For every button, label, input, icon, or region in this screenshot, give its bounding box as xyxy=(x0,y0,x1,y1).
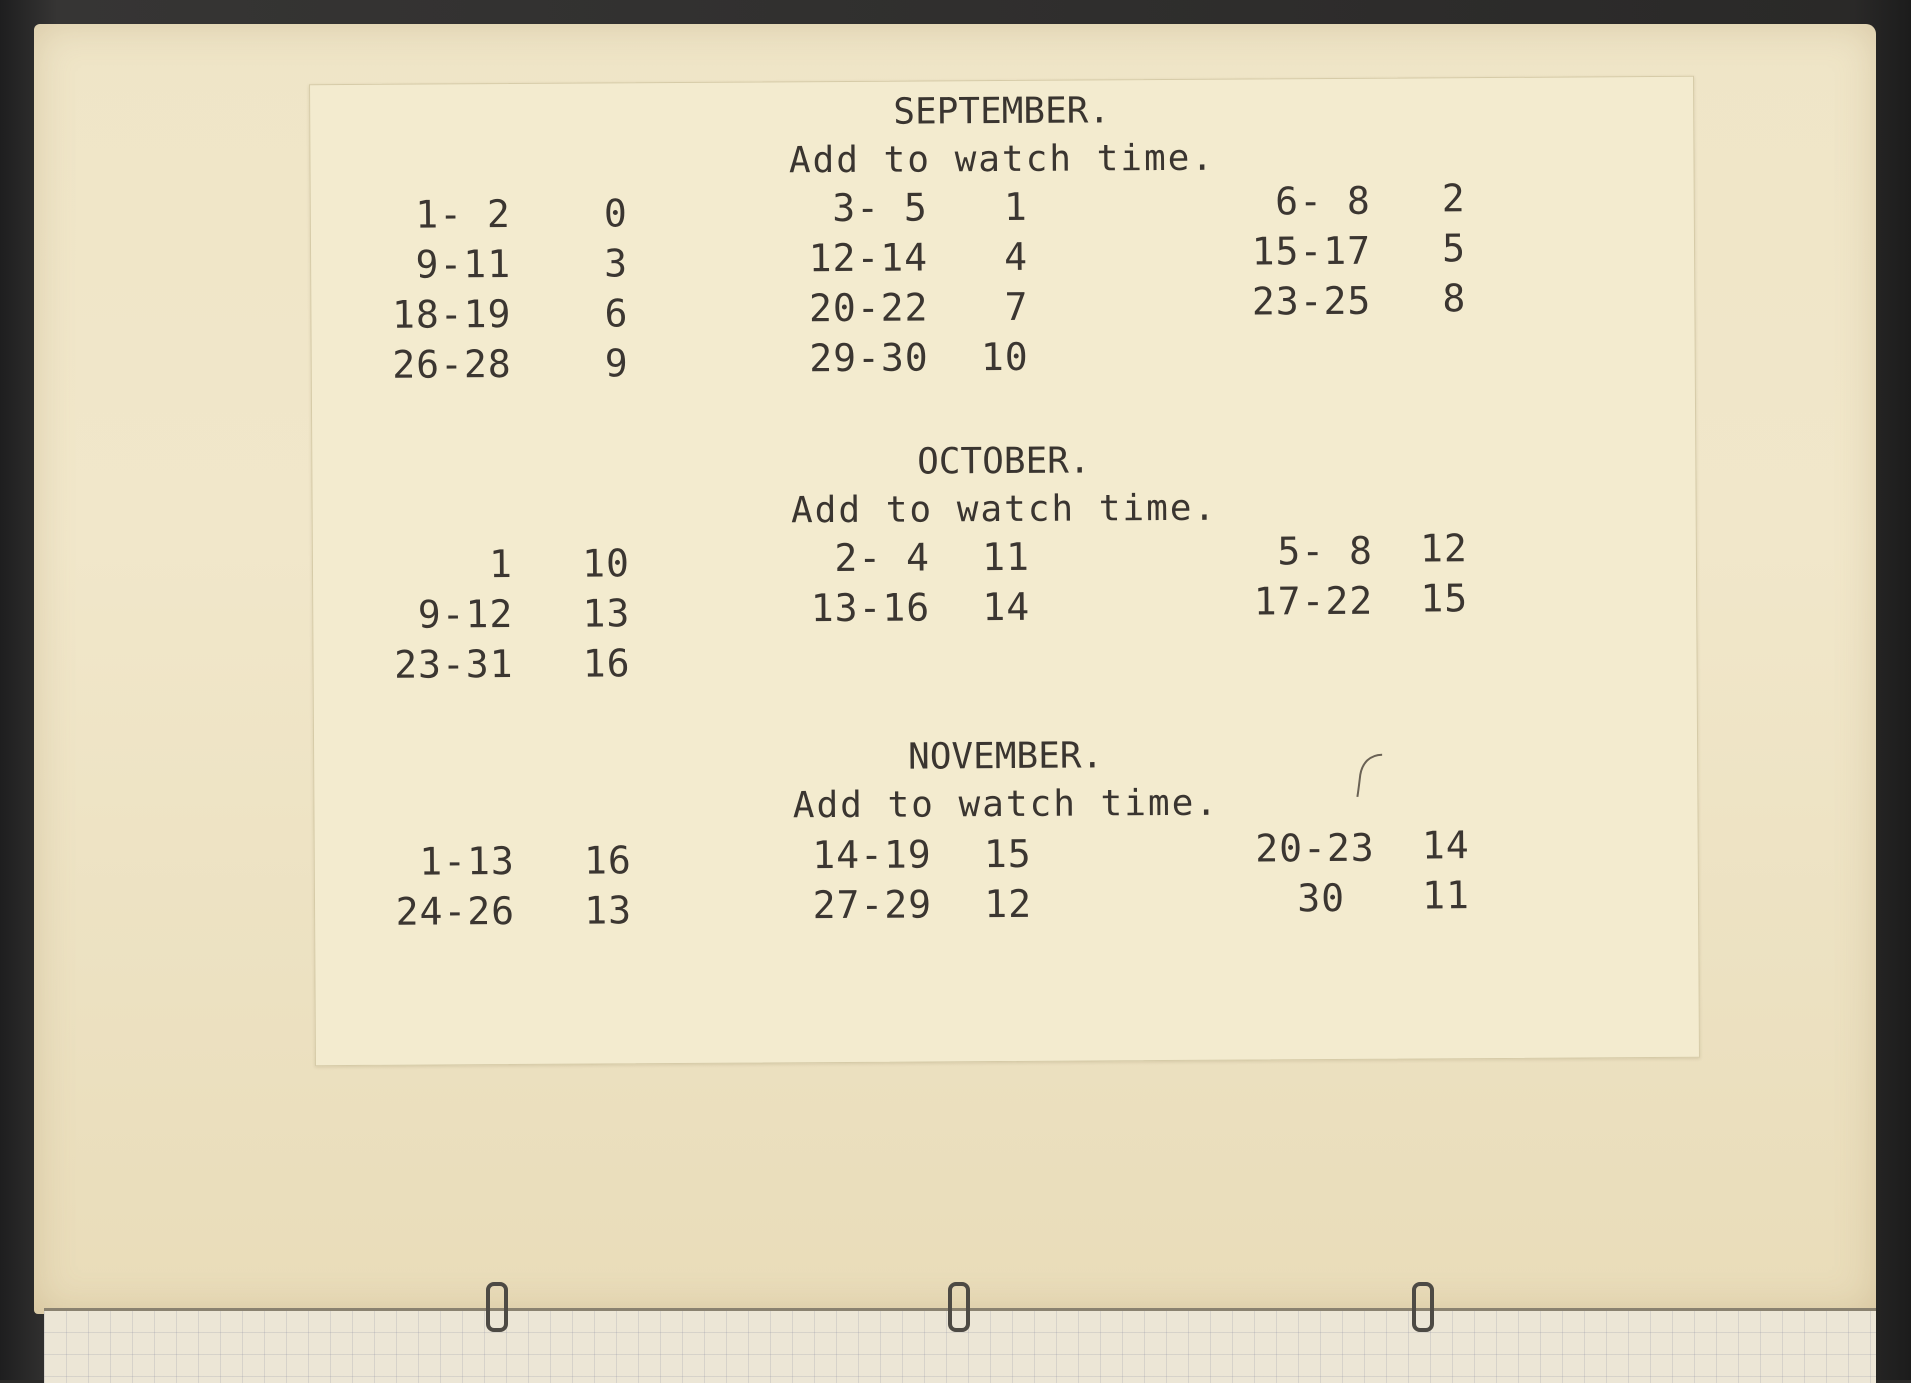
date-range: 27-29 xyxy=(812,882,933,928)
date-range: 5- 8 xyxy=(1277,528,1374,574)
date-range: 18-19 xyxy=(391,292,512,337)
minutes-value: 7 xyxy=(1004,284,1029,329)
date-range: 20-22 xyxy=(808,285,929,331)
minutes-value: 16 xyxy=(583,838,632,883)
minutes-value: 13 xyxy=(584,888,633,933)
minutes-value: 2 xyxy=(1441,176,1466,221)
minutes-value: 1 xyxy=(1003,184,1028,229)
minutes-value: 12 xyxy=(984,881,1033,927)
minutes-value: 11 xyxy=(1422,873,1471,918)
minutes-value: 5 xyxy=(1442,226,1467,271)
date-range: 1-13 xyxy=(419,838,515,884)
date-range: 17-22 xyxy=(1253,578,1374,624)
date-range: 15-17 xyxy=(1251,228,1372,274)
minutes-value: 0 xyxy=(603,191,628,236)
date-range: 23-31 xyxy=(394,642,514,687)
date-range: 30 xyxy=(1297,875,1346,921)
minutes-value: 11 xyxy=(982,534,1031,580)
date-range: 14-19 xyxy=(812,832,932,878)
minutes-value: 3 xyxy=(604,241,629,286)
minutes-value: 14 xyxy=(982,584,1031,630)
month-title-september: SEPTEMBER. xyxy=(893,90,1111,133)
date-range: 29-30 xyxy=(809,335,929,381)
date-range: 13-16 xyxy=(810,585,931,631)
minutes-value: 8 xyxy=(1442,276,1467,321)
date-range: 23-25 xyxy=(1251,278,1372,324)
minutes-value: 12 xyxy=(1419,526,1469,571)
date-range: 2- 4 xyxy=(834,535,931,581)
minutes-value: 15 xyxy=(1420,576,1469,621)
date-range: 20-23 xyxy=(1255,825,1375,871)
date-range: 1- 2 xyxy=(415,192,511,237)
binder-ring xyxy=(486,1282,508,1332)
minutes-value: 10 xyxy=(582,541,631,586)
typed-sheet xyxy=(309,76,1700,1066)
date-range: 26-28 xyxy=(392,342,512,387)
minutes-value: 15 xyxy=(983,831,1032,877)
minutes-value: 4 xyxy=(1004,234,1029,279)
date-range: 9-12 xyxy=(417,592,514,637)
date-range: 3- 5 xyxy=(832,185,928,231)
date-range: 12-14 xyxy=(808,235,929,281)
section-subtitle: Add to watch time. xyxy=(790,487,1218,532)
minutes-value: 16 xyxy=(582,641,631,686)
month-title-november: NOVEMBER. xyxy=(907,735,1104,778)
date-range: 24-26 xyxy=(395,888,516,934)
date-range: 1 xyxy=(488,542,514,587)
minutes-value: 9 xyxy=(604,341,629,386)
date-range: 9-11 xyxy=(415,242,512,287)
binder-ring xyxy=(948,1282,970,1332)
minutes-value: 10 xyxy=(980,334,1029,380)
minutes-value: 6 xyxy=(604,291,629,336)
minutes-value: 13 xyxy=(582,591,631,636)
month-title-october: OCTOBER. xyxy=(917,440,1091,483)
binder-ring xyxy=(1412,1282,1434,1332)
section-subtitle: Add to watch time. xyxy=(792,782,1220,827)
minutes-value: 14 xyxy=(1421,823,1470,868)
section-subtitle: Add to watch time. xyxy=(788,137,1216,182)
date-range: 6- 8 xyxy=(1275,178,1371,224)
